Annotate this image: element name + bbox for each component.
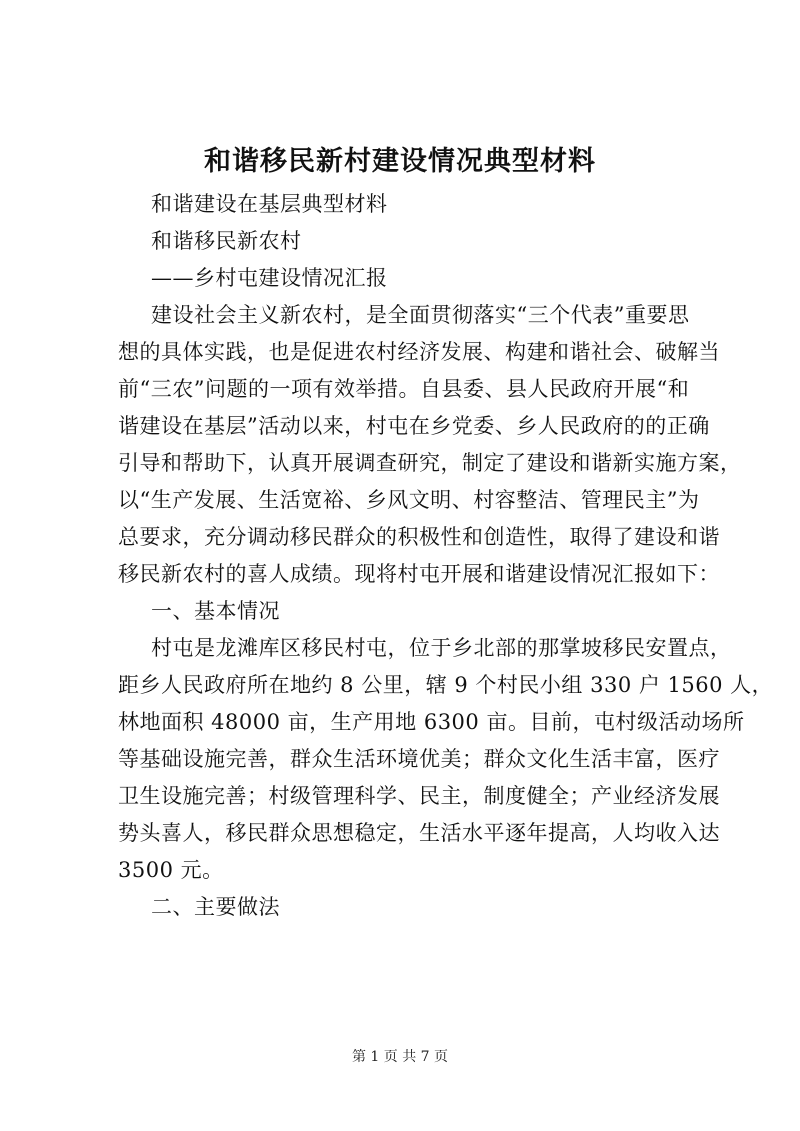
paragraph-basic-info <box>118 630 774 889</box>
paragraph-line: 以“生产发展、生活宽裕、乡风文明、村容整洁、管理民主”为 <box>118 488 700 512</box>
paragraph-line: 总要求，充分调动移民群众的积极性和创造性，取得了建设和谐 <box>118 525 720 549</box>
paragraph-line: 林地面积 48000 亩，生产用地 6300 亩。目前，屯村级活动场所 <box>118 710 745 734</box>
section-heading-main-practices: 二、主要做法 <box>151 895 280 919</box>
paragraph-line: 建设社会主义新农村，是全面贯彻落实“三个代表”重要思 <box>151 303 690 327</box>
document-body <box>118 186 774 926</box>
paragraph-line: 谐建设在基层”活动以来，村屯在乡党委、乡人民政府的的正确 <box>118 414 710 438</box>
paragraph-line: 卫生设施完善；村级管理科学、民主，制度健全；产业经济发展 <box>118 784 720 808</box>
paragraph-line: 前“三农”问题的一项有效举措。自县委、县人民政府开展“和 <box>118 377 690 401</box>
paragraph-line: 势头喜人，移民群众思想稳定，生活水平逐年提高，人均收入达 <box>118 821 720 845</box>
subheading-1: 和谐建设在基层典型材料 <box>151 192 388 216</box>
subheading-2: 和谐移民新农村 <box>151 229 302 253</box>
paragraph-line: 移民新农村的喜人成绩。现将村屯开展和谐建设情况汇报如下： <box>118 562 720 586</box>
paragraph-line: 想的具体实践，也是促进农村经济发展、构建和谐社会、破解当 <box>118 340 720 364</box>
paragraph-line: 等基础设施完善，群众生活环境优美；群众文化生活丰富，医疗 <box>118 747 720 771</box>
subheading-3: ——乡村屯建设情况汇报 <box>151 266 388 290</box>
page-number-footer: 第 1 页 共 7 页 <box>351 1049 449 1065</box>
paragraph-line: 距乡人民政府所在地约 8 公里，辖 9 个村民小组 330 户 1560 人， <box>118 673 774 697</box>
paragraph-line: 3500 元。 <box>118 858 224 882</box>
paragraph-line: 引导和帮助下，认真开展调查研究，制定了建设和谐新实施方案， <box>118 451 742 475</box>
document-title: 和谐移民新村建设情况典型材料 <box>204 146 596 177</box>
paragraph-line: 村屯是龙滩库区移民村屯，位于乡北部的那掌坡移民安置点， <box>151 636 732 660</box>
paragraph-intro <box>118 297 742 593</box>
section-heading-basic-info: 一、基本情况 <box>151 599 280 623</box>
